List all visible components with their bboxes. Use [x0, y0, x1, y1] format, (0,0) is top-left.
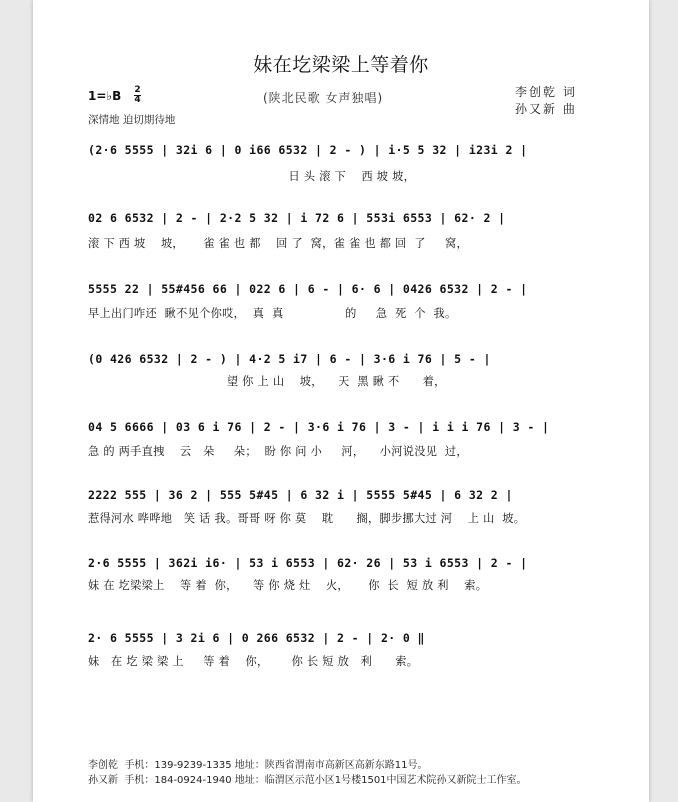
time-sig-bottom: 4 — [134, 95, 141, 105]
notation-line-1: (2·6 5555 | 32i 6 | 0 i66 6532 | 2 - ) | i·5 5 32 | i23i 2 | — [88, 143, 528, 157]
notation-line-4: (0 426 6532 | 2 - ) | 4·2 5 i7 | 6 - | 3·6 i 76 | 5 - | — [88, 352, 491, 366]
lyric-line-7: 妹 在 圪梁梁上 等 着 你， 等 你 烧 灶 火， 你 长 短 放 利 索。 — [88, 579, 488, 592]
time-sig-top: 2 — [134, 85, 141, 95]
song-subtitle: (陕北民歌 女声独唱) — [263, 91, 384, 105]
lyric-line-3: 早上出门咋还 瞅不见个你哎， 真 真 的 急 死 个 我。 — [88, 307, 457, 320]
lyric-line-4: 望 你 上 山 坡， 天 黑 瞅 不 着， — [88, 375, 446, 388]
song-title: 妹在圪梁梁上等着你 — [253, 54, 429, 76]
notation-line-5: 04 5 6666 | 03 6 i 76 | 2 - | 3·6 i 76 | 3 - | i i i 76 | 3 - | — [88, 420, 550, 434]
lyric-line-2: 滚 下 西 坡 坡， 雀 雀 也 都 回 了 窝，雀 雀 也 都 回 了 窝， — [88, 237, 468, 250]
lyric-line-8: 妹 在 圪 梁 梁 上 等 着 你， 你 长 短 放 利 索。 — [88, 655, 419, 668]
score-page — [33, 0, 649, 802]
lyric-line-5: 急 的 两手直拽 云 朵 朵； 盼 你 问 小 河， 小河说没见 过， — [88, 445, 468, 458]
notation-line-7: 2·6 5555 | 362i i6· | 53 i 6553 | 62· 26 | 53 i 6553 | 2 - | — [88, 556, 528, 570]
notation-line-6: 2222 555 | 36 2 | 555 5#45 | 6 32 i | 5555 5#45 | 6 32 2 | — [88, 488, 513, 502]
notation-line-2: 02 6 6532 | 2 - | 2·2 5 32 | i 72 6 | 553i 6553 | 62· 2 | — [88, 211, 506, 225]
notation-line-3: 5555 22 | 55#456 66 | 022 6 | 6 - | 6· 6 | 0426 6532 | 2 - | — [88, 282, 528, 296]
contact-line-lyricist: 李创乾 手机：139-9239-1335 地址：陕西省渭南市高新区高新东路11号。 — [88, 760, 428, 771]
composer-credit: 孙又新 曲 — [515, 102, 577, 116]
tempo-marking: 深情地 迫切期待地 — [88, 114, 176, 126]
lyric-line-1: 日 头 滚 下 西 坡 坡， — [88, 170, 416, 183]
contact-line-composer: 孙又新 手机：184-0924-1940 地址：临渭区示范小区1号楼1501中国艺术院孙又新院士工作室。 — [88, 775, 527, 786]
lyricist-credit: 李创乾 词 — [515, 85, 577, 99]
key-signature: 1=♭B — [88, 89, 122, 103]
lyric-line-6: 惹得河水 哗哗地 笑 话 我。哥哥 呀 你 莫 耽 搁，脚步挪大过 河 上 山 坡。 — [88, 512, 526, 525]
time-signature — [134, 86, 141, 105]
notation-line-8: 2· 6 5555 | 3 2i 6 | 0 266 6532 | 2 - | 2· 0 ‖ — [88, 631, 425, 645]
